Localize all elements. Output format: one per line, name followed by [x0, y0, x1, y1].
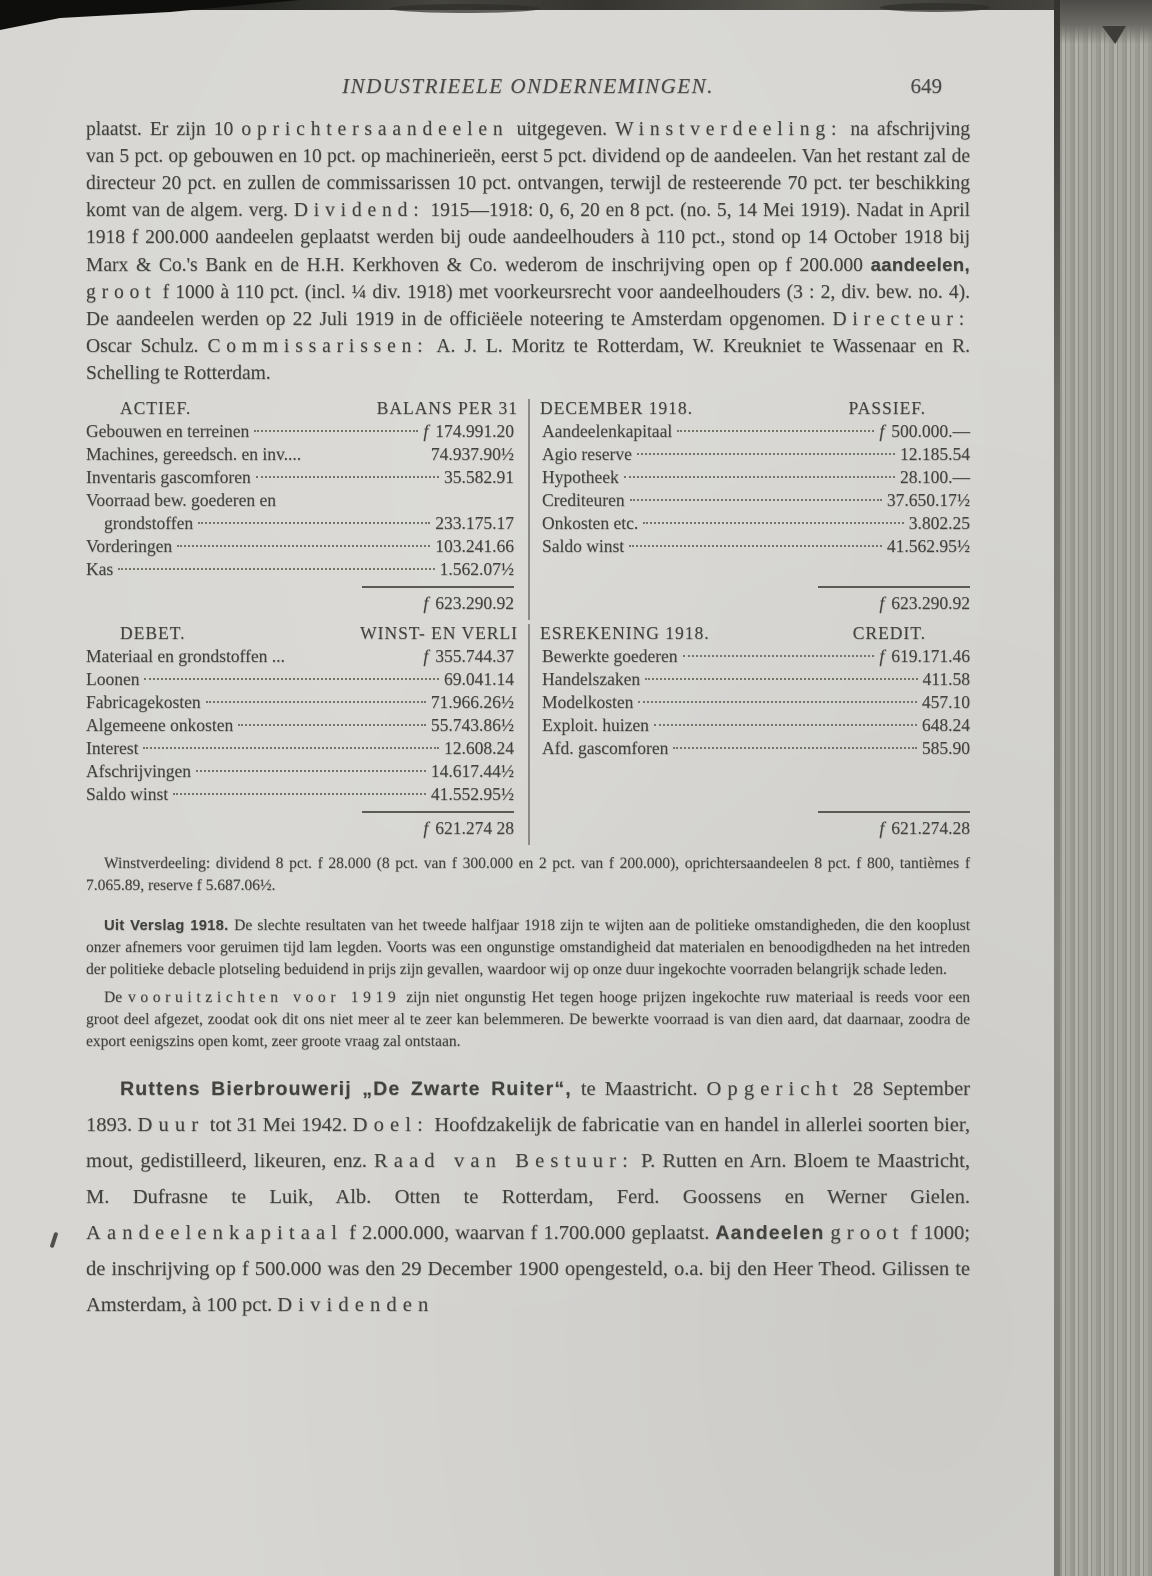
table-row	[86, 691, 514, 714]
dotted-leader	[256, 476, 439, 478]
dotted-leader	[173, 793, 426, 795]
text-segment: Winstverdeeling: dividend 8 pct. f 28.000 (8 pct. van f 300.000 en 2 pct. van f 200.000), oprichtersaandeelen 8 pct. f 800, tantièmes f 7.065.89, reserve f 5.687.06½.	[86, 855, 970, 894]
balance-sheet-header	[86, 397, 970, 420]
row-amount: 41.562.95½	[886, 536, 970, 556]
currency-florin: f	[423, 421, 429, 441]
text-segment: aandeelen,	[870, 254, 970, 275]
table-row	[542, 512, 970, 535]
currency-florin: f	[879, 593, 885, 613]
text-segment: na afschrijving van 5 pct. op gebouwen en 10 pct. op machinerieën, eerst 5 pct. dividend op de aandeelen. Van het restant zal de directeur 20 pct. en zullen de commissarissen 10 pct. ontvangen, terwijl de resteerende 70 pct. ter beschikking komt van de algem. verg.	[86, 119, 970, 221]
row-label: Modelkosten	[542, 692, 634, 712]
table-row	[86, 760, 514, 783]
annual-report-excerpt	[86, 915, 970, 981]
currency-florin: f	[423, 593, 429, 613]
page-number: 649	[910, 74, 942, 98]
text-segment: A. J. L. Moritz te Rotterdam, W. Kreukniet te Wassenaar en R. Schelling te Rotterdam.	[86, 336, 970, 384]
row-amount: 35.582.91	[444, 467, 514, 487]
row-label: Interest	[86, 738, 139, 758]
dotted-leader	[177, 545, 430, 547]
profit-loss-table	[86, 622, 970, 839]
passief-total	[542, 581, 970, 614]
text-segment: Doel:	[352, 1114, 429, 1136]
table-row	[542, 420, 970, 443]
text-segment: f 2.000.000, waarvan f 1.700.000 geplaatst.	[343, 1222, 716, 1244]
total-amount: 621.274 28	[435, 818, 514, 838]
column-title-credit: CREDIT.	[852, 623, 926, 643]
table-title-right: ESREKENING 1918.	[540, 623, 710, 643]
text-segment: groot	[86, 282, 157, 303]
text-segment: vooruitzichten voor 1919	[127, 989, 401, 1006]
row-amount: 74.937.90½	[430, 444, 514, 464]
text-segment: Directeur:	[832, 309, 970, 330]
currency-florin: f	[879, 421, 885, 441]
dotted-leader	[677, 430, 874, 432]
actief-total	[86, 581, 514, 614]
text-segment: 1915—1918: 0, 6, 20 en 8 pct. (no. 5, 14 Mei 1919). Nadat in April 1918 f 200.000 aandeelen geplaatst werden bij oude aandeelhouders à 110 pct., stond op 14 October 1918 bij Marx & Co.'s Bank en de H.H. Kerkhoven & Co. wederom de inschrijving open op f 200.000	[86, 200, 971, 276]
row-label: Machines, gereedsch. en inv....	[86, 444, 302, 464]
total-amount: 623.290.92	[891, 593, 970, 613]
row-amount: 355.744.37	[435, 646, 514, 666]
table-row	[542, 466, 970, 489]
text-segment: tot 31 Mei 1942.	[204, 1114, 353, 1136]
row-amount: 103.241.66	[435, 536, 514, 556]
dotted-leader	[143, 747, 439, 749]
row-label: Exploit. huizen	[542, 715, 649, 735]
book-fore-edge-stripes	[1060, 0, 1152, 1576]
table-row	[86, 783, 514, 806]
row-label: Afschrijvingen	[86, 761, 191, 781]
page-title: INDUSTRIEELE ONDERNEMINGEN.	[342, 74, 714, 98]
text-segment: te Maastricht.	[571, 1078, 707, 1100]
table-row	[542, 535, 970, 558]
row-label: Fabricagekosten	[86, 692, 201, 712]
text-segment: f 1000; de inschrijving op f 500.000 was den 29 December 1900 opengesteld, o.a. bij den Heer Theod. Gilissen te Amsterdam, à 100 pct.	[86, 1222, 970, 1316]
dotted-leader	[144, 678, 439, 680]
row-label: Saldo winst	[542, 536, 625, 556]
row-amount: 585.90	[921, 738, 970, 758]
text-segment: zijn niet ongunstig Het tegen hooge prijzen ingekochte ruw materiaal is reeds voor een groot deel afgezet, zoodat ook dit ons niet meer al te zeer kan belemmeren. De bewerkte voorraad is van dien aard, dat daarnaar, zoodra de export eenigszins open komt, zeer groote vraag zal ontstaan.	[86, 989, 970, 1050]
table-row	[542, 668, 970, 691]
row-label: Aandeelenkapitaal	[542, 421, 673, 441]
table-row	[542, 691, 970, 714]
scan-artifact-smudge	[880, 3, 990, 12]
table-row	[86, 535, 514, 558]
row-amount: 3.802.25	[908, 513, 970, 533]
text-segment: Ruttens Bierbrouwerij „De Zwarte Ruiter“,	[120, 1078, 572, 1100]
table-row	[86, 558, 514, 581]
currency-florin: f	[879, 818, 885, 838]
dotted-leader	[238, 724, 426, 726]
table-row	[86, 466, 514, 489]
row-amount: 233.175.17	[435, 513, 514, 533]
row-label: Loonen	[86, 669, 140, 689]
row-amount: 41.552.95½	[430, 784, 514, 804]
table-row	[86, 420, 514, 443]
table-title-left: BALANS PER 31	[376, 398, 518, 418]
table-row	[86, 512, 514, 535]
row-amount: 37.650.17½	[886, 490, 970, 510]
text-segment: Opgericht	[706, 1078, 844, 1100]
dotted-leader	[196, 770, 426, 772]
text-segment: Hoofdzakelijk de fabricatie van en handel in allerlei soorten bier, mout, gedistilleerd, likeuren, enz.	[86, 1114, 971, 1172]
column-title-debet: DEBET.	[120, 623, 186, 643]
row-amount: 648.24	[921, 715, 970, 735]
debet-column	[86, 645, 528, 839]
dotted-leader	[624, 476, 895, 478]
table-row	[542, 489, 970, 512]
currency-florin: f	[423, 646, 429, 666]
row-amount: 457.10	[921, 692, 970, 712]
dotted-leader	[637, 453, 895, 455]
row-amount: 12.185.54	[900, 444, 970, 464]
row-label: Afd. gascomforen	[542, 738, 669, 758]
row-amount: 500.000.—	[891, 421, 970, 441]
text-segment: P. Rutten en Arn. Bloem te Maastricht, M. Dufrasne te Luik, Alb. Otten te Rotterdam, Ferd. Goossens en Werner Gielen.	[86, 1150, 970, 1208]
row-label: Gebouwen en terreinen	[86, 421, 250, 441]
table-row	[542, 737, 970, 760]
text-segment: oprichtersaandeelen	[241, 119, 509, 140]
text-segment: Uit Verslag 1918.	[104, 918, 235, 934]
scan-artifact-smudge	[390, 4, 540, 13]
table-title-right: DECEMBER 1918.	[540, 398, 694, 418]
text-segment: Dividenden	[277, 1294, 435, 1316]
table-row	[86, 645, 514, 668]
page-content	[86, 74, 970, 1323]
table-row	[86, 443, 514, 466]
text-segment: De slechte resultaten van het tweede halfjaar 1918 zijn te wijten aan de politieke omstandigheden, die den kooplust onzer afnemers voor geruimen tijd lam legden. Voorts was een ongunstige omstandigheid dat materialen en benoodigdheden na het intreden der politieke debacle plotseling beduidend in prijs zijn gevallen, waardoor wij op onze duur ingekochte voorraden belangrijk schade leden.	[86, 917, 970, 978]
row-amount: 12.608.24	[444, 738, 514, 758]
ruttens-section-paragraph	[86, 1071, 970, 1323]
row-label: grondstoffen	[104, 513, 194, 533]
dotted-leader	[683, 655, 875, 657]
currency-florin: f	[423, 818, 429, 838]
table-row	[542, 714, 970, 737]
row-label: Saldo winst	[86, 784, 169, 804]
row-label: Algemeene onkosten	[86, 715, 234, 735]
profit-loss-header	[86, 622, 970, 645]
row-label: Hypotheek	[542, 467, 619, 487]
column-title-actief: ACTIEF.	[120, 398, 192, 418]
row-label: Voorraad bew. goederen en	[86, 490, 276, 510]
text-segment: Aandeelen	[715, 1222, 825, 1244]
row-amount: 28.100.—	[900, 467, 970, 487]
outlook-paragraph	[86, 987, 970, 1053]
intro-paragraph	[86, 116, 970, 387]
row-label: Crediteuren	[542, 490, 625, 510]
running-head	[86, 74, 970, 98]
table-title-left: WINST- EN VERLI	[360, 623, 518, 643]
row-label: Handelszaken	[542, 669, 641, 689]
table-row	[86, 489, 514, 512]
credit-column	[528, 645, 970, 839]
text-segment: plaatst. Er zijn 10	[86, 119, 242, 140]
text-segment: Oscar Schulz.	[86, 336, 208, 357]
text-segment: Aandeelenkapitaal	[86, 1222, 344, 1244]
table-row	[86, 737, 514, 760]
text-segment: uitgegeven.	[508, 119, 616, 140]
row-amount: 619.171.46	[891, 646, 970, 666]
column-title-passief: PASSIEF.	[848, 398, 926, 418]
row-label: Materiaal en grondstoffen ...	[86, 646, 285, 666]
text-segment: Winstverdeeling:	[615, 119, 843, 140]
passief-column	[528, 420, 970, 614]
table-row	[542, 645, 970, 668]
text-segment: f 1000 à 110 pct. (incl. ¼ div. 1918) met voorkeursrecht voor aandeelhouders (3 : 2, div. bew. no. 4). De aandeelen werden op 22 Juli 1919 in de officiëele noteering te Amsterdam opgenomen.	[86, 282, 970, 330]
currency-florin: f	[879, 646, 885, 666]
total-amount: 621.274.28	[891, 818, 970, 838]
row-label: Bewerkte goederen	[542, 646, 678, 666]
debet-total	[86, 806, 514, 839]
dotted-leader	[118, 568, 434, 570]
balance-sheet-table	[86, 397, 970, 614]
text-segment: De	[104, 989, 128, 1006]
row-amount: 71.966.26½	[430, 692, 514, 712]
dotted-leader	[654, 724, 917, 726]
profit-distribution-note	[86, 853, 970, 897]
row-amount: 1.562.07½	[439, 559, 514, 579]
dotted-leader	[629, 545, 882, 547]
row-amount: 174.991.20	[435, 421, 514, 441]
row-label: Agio reserve	[542, 444, 632, 464]
total-amount: 623.290.92	[435, 593, 514, 613]
table-row	[86, 668, 514, 691]
dotted-leader	[643, 522, 904, 524]
row-amount: 69.041.14	[444, 669, 514, 689]
text-segment: groot	[830, 1222, 905, 1244]
dotted-leader	[198, 522, 430, 524]
row-label: Kas	[86, 559, 114, 579]
credit-total	[542, 806, 970, 839]
dotted-leader	[673, 747, 917, 749]
text-segment: Commissarissen:	[207, 336, 429, 357]
dotted-leader	[638, 701, 916, 703]
text-segment: 28 September 1893.	[86, 1078, 970, 1136]
dotted-leader	[645, 678, 917, 680]
actief-column	[86, 420, 528, 614]
row-amount: 55.743.86½	[430, 715, 514, 735]
scan-artifact-mark	[50, 1232, 59, 1248]
row-label: Inventaris gascomforen	[86, 467, 251, 487]
row-amount: 14.617.44½	[430, 761, 514, 781]
row-label: Vorderingen	[86, 536, 173, 556]
text-segment: Duur	[137, 1114, 205, 1136]
table-row	[542, 443, 970, 466]
dotted-leader	[254, 430, 418, 432]
dotted-leader	[206, 701, 426, 703]
text-segment: Raad van Bestuur:	[373, 1150, 634, 1172]
text-segment: Dividend:	[293, 200, 425, 221]
dotted-leader	[630, 499, 882, 501]
row-label: Onkosten etc.	[542, 513, 639, 533]
row-amount: 411.58	[922, 669, 970, 689]
table-row	[86, 714, 514, 737]
